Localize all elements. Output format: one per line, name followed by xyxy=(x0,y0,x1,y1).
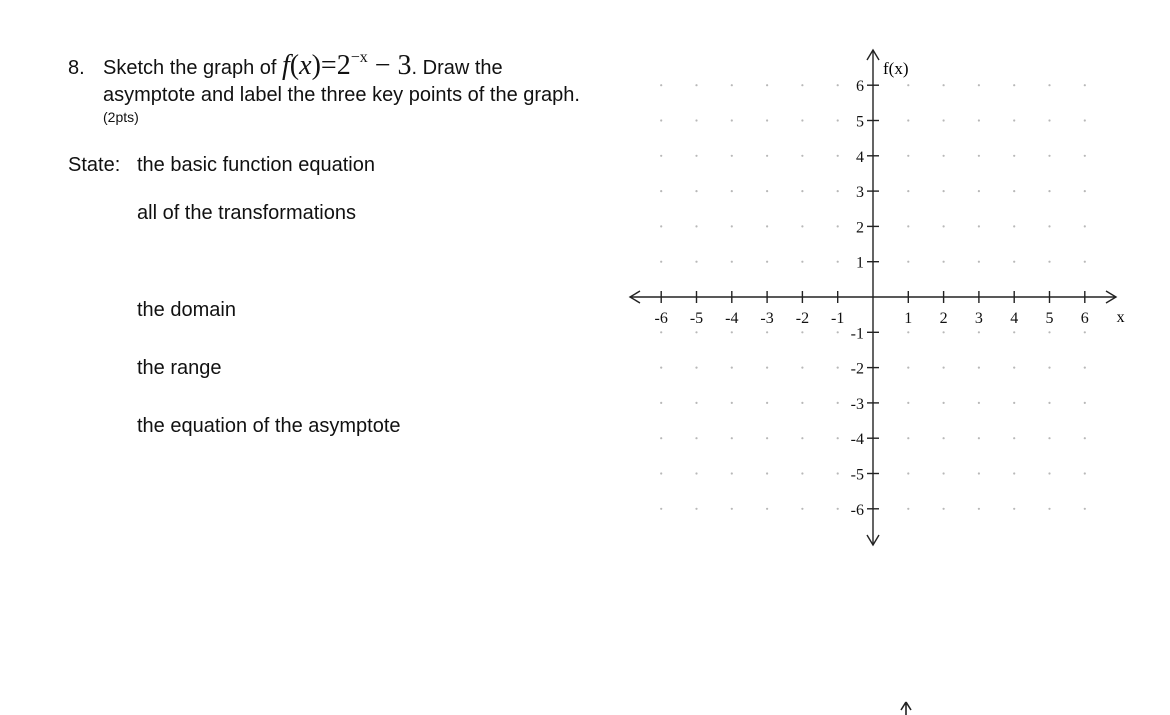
grid-dot xyxy=(801,225,803,227)
grid-dot xyxy=(1084,190,1086,192)
grid-dot xyxy=(1048,155,1050,157)
grid-dot xyxy=(1048,225,1050,227)
y-tick-label: 3 xyxy=(856,184,864,202)
grid-dot xyxy=(1013,331,1015,333)
grid-dot xyxy=(978,155,980,157)
grid-dot xyxy=(801,508,803,510)
y-tick-label: -2 xyxy=(850,360,864,378)
grid-dot xyxy=(695,331,697,333)
grid-dot xyxy=(837,367,839,369)
grid-dot xyxy=(1048,84,1050,86)
grid-dot xyxy=(943,367,945,369)
grid-dot xyxy=(1013,437,1015,439)
grid-dot xyxy=(1013,225,1015,227)
coordinate-grid[interactable] xyxy=(620,40,1130,560)
grid-dot xyxy=(801,331,803,333)
grid-dot xyxy=(1048,508,1050,510)
grid-dot xyxy=(1013,119,1015,121)
grid-dot xyxy=(907,155,909,157)
state-item-transformations: all of the transformations xyxy=(137,202,356,224)
grid-dot xyxy=(731,155,733,157)
y-tick-label: 4 xyxy=(856,148,864,166)
x-tick-label: -2 xyxy=(795,310,810,327)
grid-dot xyxy=(978,331,980,333)
grid-dot xyxy=(731,508,733,510)
grid-dot xyxy=(695,437,697,439)
grid-dot xyxy=(801,190,803,192)
grid-dot xyxy=(731,190,733,192)
grid-dot xyxy=(1084,119,1086,121)
grid-dot xyxy=(978,402,980,404)
grid-dot xyxy=(660,367,662,369)
state-item-basic-function: the basic function equation xyxy=(137,154,375,176)
state-item-domain: the domain xyxy=(137,299,236,321)
grid-dot xyxy=(907,84,909,86)
grid-dot xyxy=(837,225,839,227)
grid-dot xyxy=(978,261,980,263)
x-tick-label: 5 xyxy=(1045,310,1054,327)
grid-dot xyxy=(978,367,980,369)
grid-dot xyxy=(801,437,803,439)
grid-dot xyxy=(731,437,733,439)
grid-dot xyxy=(1048,261,1050,263)
y-tick-label: 5 xyxy=(856,113,864,131)
grid-dot xyxy=(1048,331,1050,333)
grid-dot xyxy=(1013,472,1015,474)
grid-dot xyxy=(1013,402,1015,404)
x-tick-label: 6 xyxy=(1080,310,1089,327)
grid-dot xyxy=(837,508,839,510)
state-label: State: xyxy=(68,154,121,176)
grid-dot xyxy=(660,119,662,121)
grid-dot xyxy=(837,155,839,157)
grid-dot xyxy=(907,119,909,121)
grid-dot xyxy=(801,472,803,474)
function-exponent: −x xyxy=(350,49,368,66)
y-tick-label: -6 xyxy=(850,501,864,519)
grid-dot xyxy=(801,119,803,121)
grid-dot xyxy=(766,331,768,333)
x-tick-label: -1 xyxy=(831,310,845,327)
grid-dot xyxy=(1084,331,1086,333)
grid-dot xyxy=(837,119,839,121)
grid-dot xyxy=(978,437,980,439)
grid-dot xyxy=(660,261,662,263)
grid-dot xyxy=(766,367,768,369)
axes xyxy=(630,50,1116,545)
grid-dot xyxy=(943,261,945,263)
grid-dot xyxy=(801,402,803,404)
grid-dot xyxy=(1084,437,1086,439)
grid-dot xyxy=(695,402,697,404)
arrow-up-icon xyxy=(898,700,914,715)
grid-dot xyxy=(695,261,697,263)
grid-dot xyxy=(943,402,945,404)
y-tick-label: -5 xyxy=(850,466,864,484)
grid-dot xyxy=(837,437,839,439)
grid-dot xyxy=(766,261,768,263)
function-formula: $f(x)=2^{-x} - 3$ xyxy=(282,49,412,81)
y-tick-label: 1 xyxy=(856,254,864,272)
grid-dot xyxy=(943,119,945,121)
grid-dot xyxy=(731,367,733,369)
grid-dot xyxy=(695,508,697,510)
grid-dot xyxy=(907,402,909,404)
grid-dot xyxy=(978,84,980,86)
grid-dot xyxy=(837,84,839,86)
grid-dot xyxy=(837,190,839,192)
grid-dot xyxy=(731,331,733,333)
grid-dot xyxy=(695,155,697,157)
x-tick-label: -6 xyxy=(654,310,668,327)
grid-dot xyxy=(907,225,909,227)
grid-dot xyxy=(766,225,768,227)
grid-dot xyxy=(1084,402,1086,404)
grid-dot xyxy=(695,190,697,192)
y-tick-label: -3 xyxy=(850,395,864,413)
grid-dot xyxy=(837,261,839,263)
x-tick-label: -5 xyxy=(689,310,704,327)
grid-dot xyxy=(978,472,980,474)
grid-dot xyxy=(978,119,980,121)
grid-dot xyxy=(660,472,662,474)
grid-dot xyxy=(943,225,945,227)
state-item-range: the range xyxy=(137,357,222,379)
grid-dot xyxy=(731,119,733,121)
grid-dot xyxy=(660,437,662,439)
grid-dot xyxy=(801,261,803,263)
grid-dot xyxy=(695,367,697,369)
grid-dot xyxy=(907,190,909,192)
grid-dot xyxy=(660,225,662,227)
grid-dot xyxy=(978,190,980,192)
grid-dot xyxy=(766,508,768,510)
grid-dot xyxy=(943,437,945,439)
grid-dot xyxy=(695,472,697,474)
question-text-after: . Draw the xyxy=(411,57,503,79)
y-tick-label: -1 xyxy=(850,325,864,343)
y-tick-label: -4 xyxy=(850,431,864,449)
grid-dot xyxy=(1013,261,1015,263)
state-item-asymptote: the equation of the asymptote xyxy=(137,415,401,437)
grid-dot xyxy=(943,84,945,86)
question-text-before: Sketch the graph of xyxy=(103,57,277,79)
grid-dot xyxy=(801,367,803,369)
grid-dot xyxy=(660,84,662,86)
grid-dot xyxy=(731,472,733,474)
points-value: (2pts) xyxy=(103,109,139,125)
grid-dot xyxy=(660,508,662,510)
y-axis-label: f(x) xyxy=(883,59,909,78)
grid-dot xyxy=(1048,437,1050,439)
grid-dot xyxy=(1013,155,1015,157)
y-axis-ticks xyxy=(851,78,879,519)
grid-dot xyxy=(731,84,733,86)
x-tick-label: 1 xyxy=(904,310,913,327)
grid-dot xyxy=(766,437,768,439)
x-tick-label: 4 xyxy=(1010,310,1019,327)
grid-dot xyxy=(766,472,768,474)
grid-dot xyxy=(660,155,662,157)
grid-dot xyxy=(1084,155,1086,157)
grid-dot xyxy=(695,119,697,121)
grid-dot xyxy=(1013,84,1015,86)
grid-dot xyxy=(766,155,768,157)
grid-dot xyxy=(978,508,980,510)
grid-dot xyxy=(907,331,909,333)
grid-dot xyxy=(1084,508,1086,510)
y-tick-label: 2 xyxy=(856,219,864,237)
x-tick-label: -3 xyxy=(760,310,774,327)
x-axis-label: x xyxy=(1116,309,1125,326)
grid-dot xyxy=(1013,367,1015,369)
grid-dot xyxy=(943,472,945,474)
grid-dot xyxy=(943,508,945,510)
grid-dot xyxy=(907,472,909,474)
function-base: 2 xyxy=(336,50,351,81)
grid-dot xyxy=(801,84,803,86)
grid-dot xyxy=(943,190,945,192)
grid-dot xyxy=(731,402,733,404)
grid-dot xyxy=(943,331,945,333)
grid-dot xyxy=(695,84,697,86)
grid-dot xyxy=(837,472,839,474)
grid-dot xyxy=(1013,508,1015,510)
question-line-2: asymptote and label the three key points of the graph. xyxy=(103,84,580,106)
grid-dot xyxy=(907,261,909,263)
grid-dot xyxy=(766,119,768,121)
grid-dot xyxy=(695,225,697,227)
x-tick-label: 3 xyxy=(974,310,983,327)
function-name: f xyxy=(282,50,290,81)
grid-dot xyxy=(907,508,909,510)
y-tick-label: 6 xyxy=(856,78,864,96)
x-tick-label: 2 xyxy=(939,310,948,327)
grid-dot xyxy=(660,402,662,404)
grid-dot xyxy=(1048,190,1050,192)
grid-dot xyxy=(978,225,980,227)
grid-dot xyxy=(660,331,662,333)
grid-dot xyxy=(1048,119,1050,121)
grid-dot xyxy=(660,190,662,192)
question-number: 8. xyxy=(68,57,85,79)
function-variable: x xyxy=(299,50,312,81)
grid-dot xyxy=(907,437,909,439)
grid-dot xyxy=(731,225,733,227)
grid-dot xyxy=(766,402,768,404)
grid-dot xyxy=(766,84,768,86)
grid-dot xyxy=(1013,190,1015,192)
x-tick-label: -4 xyxy=(725,310,739,327)
grid-dot xyxy=(731,261,733,263)
grid-dot xyxy=(1048,367,1050,369)
grid-dot xyxy=(1084,472,1086,474)
grid-dot xyxy=(837,331,839,333)
grid-dot xyxy=(1084,84,1086,86)
grid-dot xyxy=(907,367,909,369)
question-line-1 xyxy=(68,48,503,83)
grid-dot xyxy=(801,155,803,157)
grid-dot xyxy=(837,402,839,404)
grid-dot xyxy=(943,155,945,157)
grid-dot xyxy=(1048,402,1050,404)
grid-dot xyxy=(1048,472,1050,474)
grid-dot xyxy=(766,190,768,192)
grid-dot xyxy=(1084,261,1086,263)
function-constant: − 3 xyxy=(367,50,412,81)
grid-dot xyxy=(1084,225,1086,227)
grid-dot xyxy=(1084,367,1086,369)
